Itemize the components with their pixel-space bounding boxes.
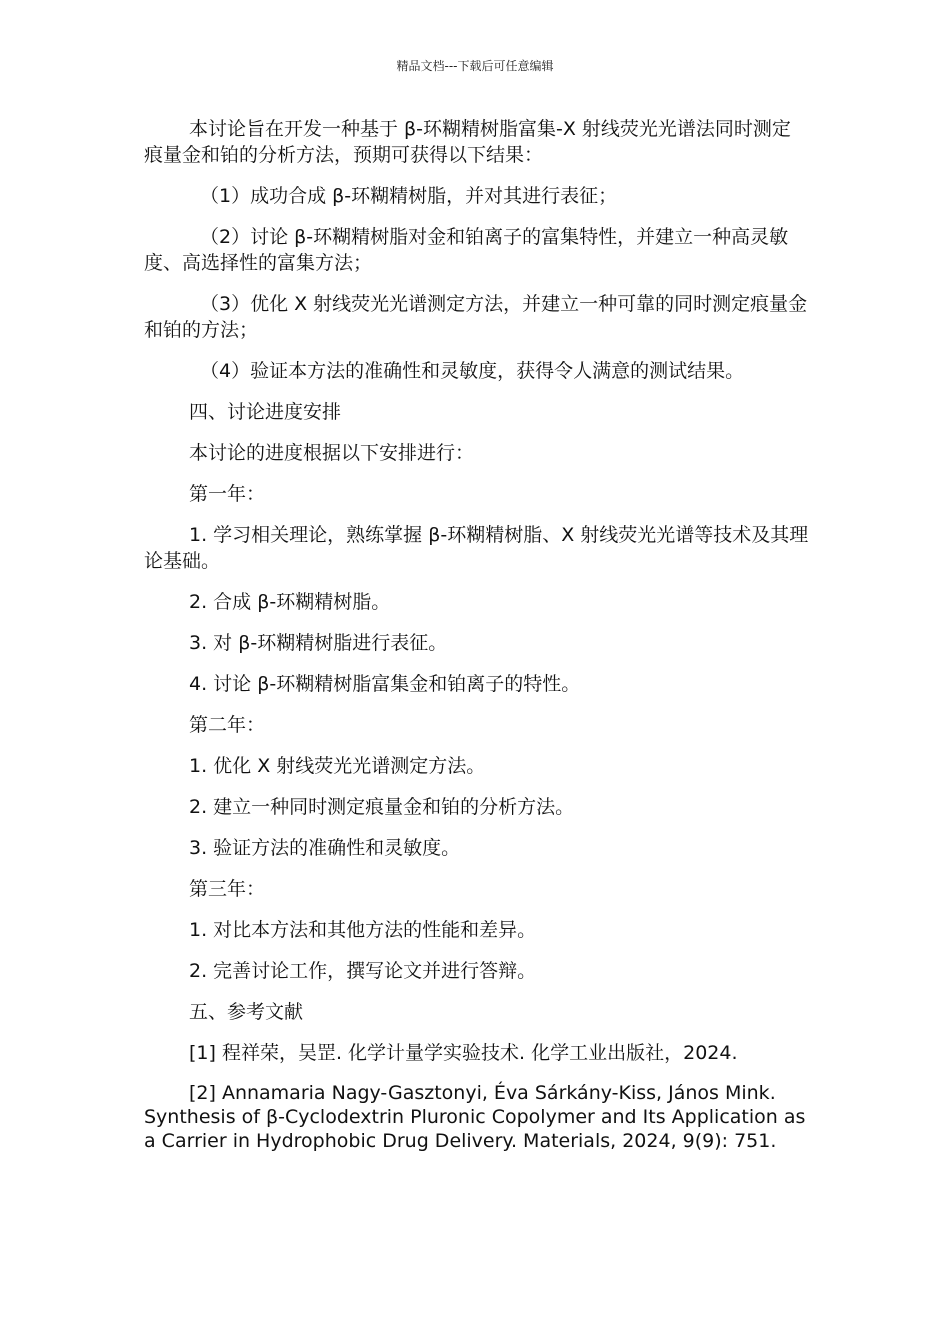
reference-1: [1] 程祥荣，吴罡. 化学计量学实验技术. 化学工业出版社，2024. [189, 1042, 738, 1064]
year-one-item-3: 3. 对 β-环糊精树脂进行表征。 [189, 632, 448, 654]
year-three-item-1: 1. 对比本方法和其他方法的性能和差异。 [189, 919, 537, 941]
section-heading-schedule: 四、讨论进度安排 [189, 401, 342, 423]
expected-result-3: （3）优化 X 射线荧光光谱测定方法，并建立一种可靠的同时测定痕量金和铂的方法； [144, 293, 808, 341]
year-two-item-3: 3. 验证方法的准确性和灵敏度。 [189, 837, 461, 859]
year-two-item-2: 2. 建立一种同时测定痕量金和铂的分析方法。 [189, 796, 575, 818]
section-heading-references: 五、参考文献 [189, 1001, 304, 1023]
reference-2: [2] Annamaria Nagy-Gasztonyi, Éva Sárkány-Kiss, János Mink. Synthesis of β-Cyclodextrin Pluronic Copolymer and Its Application as a Carrier in Hydrophobic Drug Delivery. Materials, 2024, 9(9): 751. [144, 1082, 806, 1152]
intro-paragraph: 本讨论旨在开发一种基于 β-环糊精树脂富集-X 射线荧光光谱法同时测定痕量金和铂的分析方法，预期可获得以下结果： [144, 118, 791, 166]
year-three-item-2: 2. 完善讨论工作，撰写论文并进行答辩。 [189, 960, 537, 982]
year-one-item-2: 2. 合成 β-环糊精树脂。 [189, 591, 391, 613]
year-one-item-1: 1. 学习相关理论，熟练掌握 β-环糊精树脂、X 射线荧光光谱等技术及其理论基础。 [144, 524, 809, 572]
year-three-heading: 第三年： [189, 878, 266, 900]
page-header: 精品文档---下载后可任意编辑 [396, 59, 554, 73]
document-body [144, 116, 809, 1168]
year-one-heading: 第一年： [189, 483, 266, 505]
expected-result-4: （4）验证本方法的准确性和灵敏度，获得令人满意的测试结果。 [200, 360, 745, 382]
expected-result-1: （1）成功合成 β-环糊精树脂，并对其进行表征； [200, 185, 618, 207]
year-one-item-4: 4. 讨论 β-环糊精树脂富集金和铂离子的特性。 [189, 673, 581, 695]
expected-result-2: （2）讨论 β-环糊精树脂对金和铂离子的富集特性，并建立一种高灵敏度、高选择性的富集方法； [144, 226, 789, 274]
year-two-heading: 第二年： [189, 714, 266, 736]
year-two-item-1: 1. 优化 X 射线荧光光谱测定方法。 [189, 755, 486, 777]
schedule-intro: 本讨论的进度根据以下安排进行： [189, 442, 475, 464]
